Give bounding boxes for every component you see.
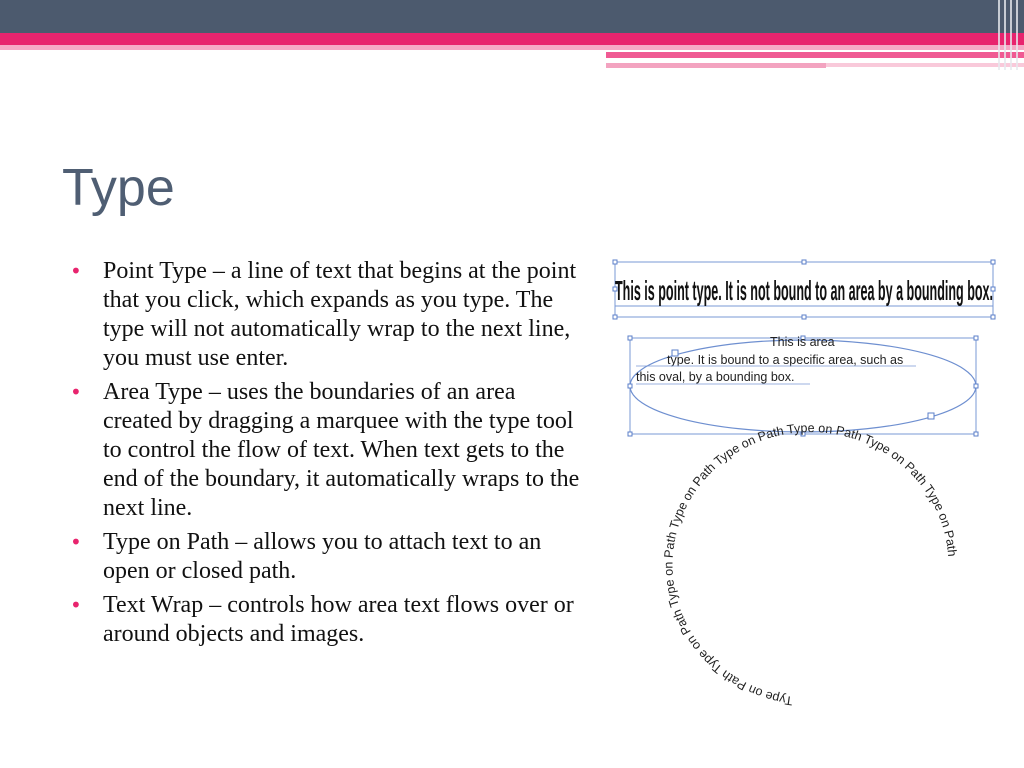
header-bar [0, 0, 1024, 33]
type-examples-svg [600, 250, 1010, 710]
point-type-example [613, 260, 995, 319]
bullet-text: Area Type – uses the boundaries of an area created by dragging a marquee with the type tool to control the flow of text. When text gets to the end of the boundary, it automatically wraps to the next line. [103, 379, 580, 521]
bullet-text: Text Wrap – controls how area text flows over or around objects and images. [103, 592, 574, 647]
bullet-dot-icon: • [70, 259, 82, 283]
type-on-path-example [661, 421, 959, 708]
header-stripe-white [0, 50, 606, 52]
bullet-text: Point Type – a line of text that begins at the point that you click, which expands as you type. The type will not automatically wrap to the next line, you must use enter. [103, 258, 577, 371]
area-type-line-1: This is area [770, 335, 835, 349]
slide-title: Type [62, 159, 175, 217]
header-stripe-right-3 [606, 63, 826, 68]
bullet-list [70, 257, 580, 654]
bullet-point-type [70, 257, 580, 373]
bullet-dot-icon: • [70, 530, 82, 554]
header-stripe-right-4 [826, 63, 1024, 67]
bullet-text: Type on Path – allows you to attach text to an open or closed path. [103, 529, 542, 584]
header-stripe-pink [0, 33, 1024, 45]
bullet-type-on-path [70, 528, 580, 586]
point-type-text: This is point type. It is not bound to an area by a bounding box. [615, 275, 993, 306]
bullet-dot-icon: • [70, 380, 82, 404]
bullet-text-wrap [70, 591, 580, 649]
area-type-line-3: this oval, by a bounding box. [636, 370, 795, 384]
bullet-area-type [70, 378, 580, 523]
area-type-example [628, 335, 978, 436]
svg-text:This is area type. It [636, 335, 907, 384]
area-type-line-2: type. It is bound to a specific area, such as [667, 353, 904, 367]
header-vertical-lines [996, 0, 1024, 70]
type-examples-figure [600, 250, 1010, 710]
type-on-path-text: Type on Path Type on Path Type on Path Type on Path Type on Path Type on Path Type on Path Type on Path [661, 420, 960, 708]
bullet-dot-icon: • [70, 593, 82, 617]
svg-text:Type on Path Type on Path Type [661, 421, 959, 708]
